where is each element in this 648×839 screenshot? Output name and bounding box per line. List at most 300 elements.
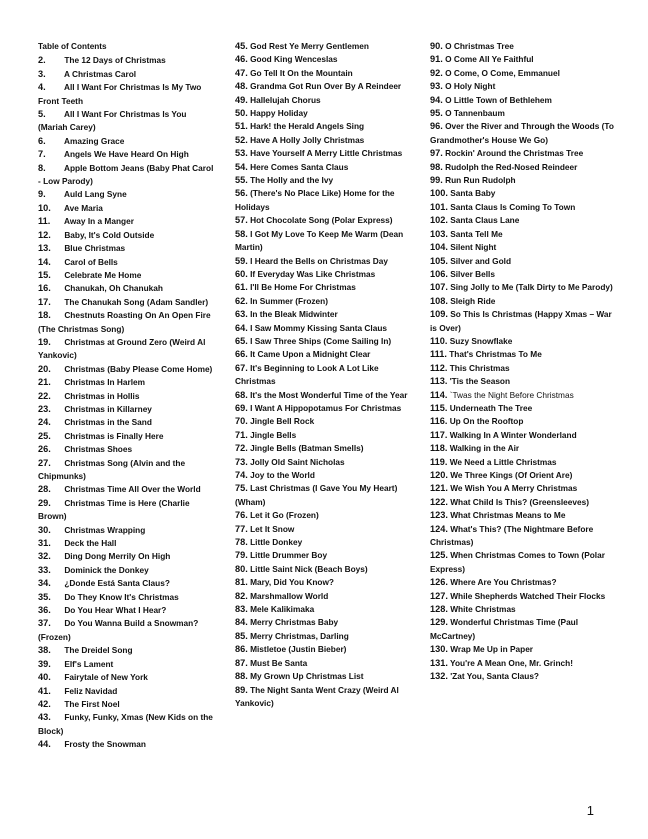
toc-entry-number: 119. <box>430 456 448 467</box>
toc-entry-number: 15. <box>38 269 51 280</box>
toc-entry-title: Where Are You Christmas? <box>450 577 557 588</box>
toc-entry <box>235 67 415 80</box>
toc-entry-title: Funky, Funky, Xmas (New Kids on the Block) <box>38 712 213 736</box>
toc-entry-title: O Tannenbaum <box>445 108 505 119</box>
toc-entry <box>235 670 415 683</box>
toc-entry <box>430 389 615 402</box>
toc-entry-number: 105. <box>430 255 448 266</box>
toc-entry-title: Mele Kalikimaka <box>250 604 315 615</box>
toc-entry-number: 103. <box>430 228 448 239</box>
toc-entry-number: 5. <box>38 109 46 120</box>
toc-entry-title: Jingle Bells (Batman Smells) <box>250 443 364 454</box>
toc-entry <box>38 202 218 215</box>
toc-entry-title: Christmas is Finally Here <box>64 430 164 441</box>
toc-entry-title: We Three Kings (Of Orient Are) <box>450 470 573 480</box>
toc-entry-title: Chestnuts Roasting On An Open Fire (The Christmas Song) <box>38 310 211 334</box>
toc-entry-number: 130. <box>430 644 448 655</box>
toc-entry-number: 40. <box>38 672 51 683</box>
toc-entry <box>235 509 415 522</box>
toc-entry-title: We Wish You A Merry Christmas <box>450 483 578 494</box>
toc-entry <box>430 228 615 241</box>
toc-entry-title: A Christmas Carol <box>64 68 137 79</box>
toc-entry <box>235 348 415 361</box>
toc-entry <box>235 120 415 133</box>
toc-entry-title: Let It Snow <box>250 523 295 534</box>
toc-entry-number: 34. <box>38 578 51 589</box>
toc-entry-title: While Shepherds Watched Their Flocks <box>450 590 606 601</box>
toc-entry <box>235 362 415 389</box>
toc-entry-title: Christmas in the Sand <box>64 417 152 428</box>
toc-entry-number: 64. <box>235 322 248 333</box>
toc-entry-title: Over the River and Through the Woods (To Grandmother's House We Go) <box>430 121 614 145</box>
toc-entry <box>235 456 415 469</box>
toc-entry-number: 95. <box>430 108 443 119</box>
toc-entry <box>430 415 615 428</box>
toc-entry-title: You're A Mean One, Mr. Grinch! <box>450 657 573 668</box>
toc-entry <box>235 308 415 321</box>
toc-entry-title: Santa Claus Is Coming To Town <box>450 201 576 212</box>
toc-entry <box>38 550 218 563</box>
toc-entry-number: 14. <box>38 256 51 267</box>
toc-entry <box>430 174 615 187</box>
toc-entry-number: 8. <box>38 162 46 173</box>
toc-entry-number: 31. <box>38 538 51 549</box>
toc-entry-title: In the Bleak Midwinter <box>250 309 338 320</box>
toc-entry <box>430 482 615 495</box>
toc-entry-title: This Christmas <box>449 362 510 373</box>
toc-entry-number: 112. <box>430 362 448 373</box>
toc-entry-title: Blue Christmas <box>64 243 126 254</box>
toc-entry-number: 99. <box>430 175 443 186</box>
toc-entry <box>430 187 615 200</box>
toc-entry <box>38 296 218 309</box>
toc-entry-title: When Christmas Comes to Town (Polar Express) <box>430 550 605 574</box>
toc-entry-title: Dominick the Donkey <box>64 564 149 575</box>
toc-entry-number: 129. <box>430 617 448 628</box>
toc-entry-number: 61. <box>235 282 248 293</box>
toc-entry-title: O Holy Night <box>445 81 496 92</box>
toc-entry-number: 73. <box>235 456 248 467</box>
toc-entry <box>38 269 218 282</box>
toc-column-3 <box>430 40 615 684</box>
toc-entry <box>38 215 218 228</box>
toc-entry <box>430 362 615 375</box>
toc-entry <box>38 524 218 537</box>
toc-entry <box>430 107 615 120</box>
toc-entry-number: 44. <box>38 739 51 750</box>
toc-entry-number: 108. <box>430 295 448 306</box>
toc-entry-title: If Everyday Was Like Christmas <box>250 268 376 279</box>
toc-entry <box>430 348 615 361</box>
toc-entry-title: The First Noel <box>64 698 120 709</box>
toc-entry <box>38 108 218 135</box>
toc-entry <box>235 616 415 629</box>
toc-entry-title: Frosty the Snowman <box>64 739 146 750</box>
toc-entry-number: 82. <box>235 590 248 601</box>
toc-entry-title: Rudolph the Red-Nosed Reindeer <box>445 161 578 172</box>
toc-entry <box>235 643 415 656</box>
toc-entry <box>430 94 615 107</box>
toc-entry <box>235 268 415 281</box>
toc-list <box>235 40 415 710</box>
toc-entry-title: Go Tell It On the Mountain <box>250 67 353 78</box>
toc-entry <box>235 147 415 160</box>
toc-title: Table of Contents <box>38 42 107 51</box>
toc-entry-number: 45. <box>235 41 248 51</box>
toc-entry-title: That's Christmas To Me <box>449 349 542 360</box>
toc-entry-title: I Saw Mommy Kissing Santa Claus <box>250 322 388 333</box>
toc-entry <box>235 469 415 482</box>
toc-entry <box>430 523 615 550</box>
toc-entry-number: 84. <box>235 617 248 628</box>
toc-entry-number: 118. <box>430 443 448 454</box>
toc-entry-title: All I Want For Christmas Is My Two Front Teeth <box>38 82 202 106</box>
toc-entry-number: 68. <box>235 389 248 400</box>
toc-entry-number: 69. <box>235 402 248 413</box>
toc-column-2 <box>235 40 415 710</box>
toc-entry <box>38 591 218 604</box>
toc-entry-title: Joy to the World <box>250 470 315 480</box>
toc-entry-number: 132. <box>430 671 448 682</box>
toc-entry-number: 59. <box>235 255 248 266</box>
toc-entry <box>235 684 415 711</box>
toc-entry-title: It's the Most Wonderful Time of the Year <box>250 389 408 400</box>
toc-entry-title: Sleigh Ride <box>450 295 496 306</box>
toc-entry-number: 98. <box>430 161 443 172</box>
toc-entry-number: 102. <box>430 215 448 226</box>
toc-entry-number: 24. <box>38 417 51 428</box>
toc-entry-title: Up On the Rooftop <box>449 416 524 427</box>
toc-entry-title: Let it Go (Frozen) <box>250 510 319 521</box>
toc-entry <box>235 576 415 589</box>
toc-entry-title: I Got My Love To Keep Me Warm (Dean Martin) <box>235 228 404 253</box>
toc-entry <box>38 148 218 161</box>
toc-entry <box>235 630 415 643</box>
toc-entry-number: 115. <box>430 402 448 413</box>
toc-entry-number: 70. <box>235 416 248 427</box>
toc-entry-title: Hot Chocolate Song (Polar Express) <box>250 215 393 226</box>
toc-entry-title: Jolly Old Saint Nicholas <box>250 456 345 467</box>
toc-entry-number: 86. <box>235 644 248 655</box>
toc-entry-number: 131. <box>430 657 448 668</box>
toc-entry <box>430 308 615 335</box>
toc-entry-number: 72. <box>235 443 248 454</box>
toc-entry <box>235 281 415 294</box>
toc-entry <box>38 483 218 496</box>
toc-entry-number: 57. <box>235 215 248 226</box>
toc-entry-title: Do You Wanna Build a Snowman? (Frozen) <box>38 618 199 642</box>
toc-entry-title: Christmas Time is Here (Charlie Brown) <box>38 497 190 522</box>
toc-entry-number: 2. <box>38 55 46 66</box>
toc-entry-number: 116. <box>430 416 448 427</box>
toc-entry-title: Good King Wenceslas <box>250 54 338 65</box>
toc-entry <box>430 147 615 160</box>
toc-entry <box>38 282 218 295</box>
toc-entry-title: Have Yourself A Merry Little Christmas <box>250 148 403 159</box>
toc-entry <box>235 415 415 428</box>
toc-entry-title: Rockin' Around the Christmas Tree <box>445 148 584 159</box>
toc-entry-title: Little Drummer Boy <box>250 550 328 561</box>
toc-entry-number: 83. <box>235 604 248 615</box>
toc-entry-number: 90. <box>430 41 443 51</box>
toc-entry <box>38 336 218 363</box>
toc-entry-number: 122. <box>430 496 448 507</box>
toc-entry-title: Sing Jolly to Me (Talk Dirty to Me Parody) <box>450 282 613 293</box>
toc-entry <box>38 658 218 671</box>
toc-entry-title: (There's No Place Like) Home for the Holidays <box>235 188 395 212</box>
toc-entry-number: 66. <box>235 349 248 360</box>
toc-entry <box>38 738 218 751</box>
toc-entry <box>235 482 415 509</box>
toc-entry <box>430 67 615 80</box>
toc-entry <box>235 255 415 268</box>
toc-entry-number: 78. <box>235 537 248 548</box>
toc-entry-number: 58. <box>235 228 248 239</box>
toc-entry-title: What Child Is This? (Greensleeves) <box>450 496 589 507</box>
toc-entry <box>235 94 415 107</box>
toc-entry-number: 42. <box>38 698 51 709</box>
toc-entry-title: The Chanukah Song (Adam Sandler) <box>64 296 209 307</box>
toc-entry <box>38 698 218 711</box>
toc-entry-number: 87. <box>235 657 248 668</box>
toc-entry-title: Apple Bottom Jeans (Baby Phat Carol - Low Parody) <box>38 162 214 187</box>
toc-entry-title: Silver Bells <box>450 268 495 279</box>
toc-entry <box>430 161 615 174</box>
toc-entry-number: 41. <box>38 685 51 696</box>
toc-entry <box>430 120 615 147</box>
toc-entry-number: 96. <box>430 121 443 132</box>
toc-entry <box>430 53 615 66</box>
toc-entry-title: Grandma Got Run Over By A Reindeer <box>250 81 402 92</box>
toc-entry-title: Santa Claus Lane <box>450 215 520 226</box>
toc-entry <box>235 402 415 415</box>
toc-entry-number: 29. <box>38 497 51 508</box>
toc-entry-number: 123. <box>430 510 448 521</box>
toc-entry-title: Run Run Rudolph <box>445 175 516 186</box>
toc-entry-title: Walking in the Air <box>449 443 520 454</box>
toc-entry-number: 76. <box>235 510 248 521</box>
toc-list <box>38 54 218 751</box>
toc-entry-title: White Christmas <box>450 604 516 615</box>
toc-entry-title: The Night Santa Went Crazy (Weird Al Yankovic) <box>235 684 399 708</box>
toc-entry <box>430 241 615 254</box>
toc-entry <box>430 402 615 415</box>
toc-entry <box>235 322 415 335</box>
toc-entry-number: 48. <box>235 81 248 92</box>
toc-entry-title: Merry Christmas Baby <box>250 617 339 628</box>
toc-entry-title: Happy Holiday <box>250 108 308 119</box>
toc-entry <box>430 509 615 522</box>
toc-entry <box>38 188 218 201</box>
toc-entry-number: 91. <box>430 54 443 65</box>
toc-entry <box>38 309 218 336</box>
toc-entry <box>430 576 615 589</box>
toc-entry-number: 4. <box>38 82 46 93</box>
toc-entry-title: God Rest Ye Merry Gentlemen <box>250 41 369 51</box>
toc-entry-title: Ding Dong Merrily On High <box>64 551 171 562</box>
toc-entry-title: Marshmallow World <box>250 590 329 601</box>
toc-entry-number: 106. <box>430 268 448 279</box>
toc-entry <box>235 590 415 603</box>
toc-entry-number: 126. <box>430 577 448 588</box>
toc-entry <box>38 564 218 577</box>
toc-entry-number: 127. <box>430 590 448 601</box>
toc-entry-title: Christmas Wrapping <box>64 524 146 535</box>
toc-entry-title: `Twas the Night Before Christmas <box>449 389 574 400</box>
toc-column-1 <box>38 40 218 752</box>
toc-entry <box>430 214 615 227</box>
page-number: 1 <box>586 803 594 818</box>
toc-entry-title: In Summer (Frozen) <box>250 295 328 306</box>
toc-entry <box>38 457 218 484</box>
toc-entry-title: Christmas Time All Over the World <box>64 484 201 495</box>
toc-entry-number: 39. <box>38 658 51 669</box>
toc-entry-number: 47. <box>235 67 248 78</box>
toc-entry <box>38 162 218 189</box>
toc-entry-title: I'll Be Home For Christmas <box>250 282 356 293</box>
toc-entry-title: Wonderful Christmas Time (Paul McCartney) <box>430 617 579 641</box>
toc-entry-number: 120. <box>430 470 448 480</box>
toc-entry <box>430 335 615 348</box>
toc-entry-number: 94. <box>430 94 443 105</box>
toc-entry-title: Last Christmas (I Gave You My Heart) (Wham) <box>235 483 398 507</box>
toc-entry-number: 117. <box>430 429 448 440</box>
toc-entry <box>235 549 415 562</box>
toc-entry-number: 67. <box>235 362 248 373</box>
toc-entry-number: 28. <box>38 484 51 495</box>
toc-entry-number: 43. <box>38 712 51 723</box>
toc-entry-title: Do You Hear What I Hear? <box>64 605 167 616</box>
toc-entry-number: 13. <box>38 243 51 254</box>
toc-entry <box>235 187 415 214</box>
toc-entry <box>38 604 218 617</box>
toc-entry <box>235 603 415 616</box>
toc-entry-title: Santa Tell Me <box>450 228 503 239</box>
toc-entry-number: 53. <box>235 148 248 159</box>
toc-entry <box>430 442 615 455</box>
toc-entry-title: Mistletoe (Justin Bieber) <box>250 644 347 655</box>
toc-entry <box>38 671 218 684</box>
toc-entry-number: 111. <box>430 349 447 360</box>
toc-entry-title: Celebrate Me Home <box>64 269 142 280</box>
toc-entry <box>235 174 415 187</box>
toc-entry-title: All I Want For Christmas Is You (Mariah Carey) <box>38 109 187 133</box>
toc-entry-title: Baby, It's Cold Outside <box>64 229 155 240</box>
toc-entry-title: Must Be Santa <box>250 657 308 668</box>
toc-entry-number: 21. <box>38 377 51 388</box>
toc-entry-title: O Little Town of Bethlehem <box>445 94 552 105</box>
toc-entry <box>430 80 615 93</box>
toc-entry <box>430 295 615 308</box>
toc-entry-title: I Want A Hippopotamus For Christmas <box>250 402 402 413</box>
toc-entry-title: The Dreidel Song <box>64 645 133 656</box>
toc-entry <box>430 496 615 509</box>
toc-entry-title: It Came Upon a Midnight Clear <box>250 349 371 360</box>
toc-entry-title: Jingle Bells <box>250 429 297 440</box>
toc-entry-title: Feliz Navidad <box>64 685 118 696</box>
toc-entry-title: Carol of Bells <box>64 256 118 267</box>
toc-entry-number: 113. <box>430 376 448 387</box>
toc-entry-number: 55. <box>235 175 248 186</box>
toc-entry-number: 125. <box>430 550 448 561</box>
toc-entry <box>235 523 415 536</box>
toc-entry-title: Mary, Did You Know? <box>250 577 334 588</box>
toc-entry <box>430 255 615 268</box>
toc-entry-number: 38. <box>38 645 51 656</box>
toc-entry-number: 17. <box>38 296 51 307</box>
toc-entry-number: 74. <box>235 470 248 480</box>
toc-list <box>430 40 615 684</box>
toc-entry-number: 32. <box>38 551 51 562</box>
toc-entry-title: Christmas Song (Alvin and the Chipmunks) <box>38 457 186 481</box>
toc-entry <box>430 375 615 388</box>
toc-entry-number: 60. <box>235 268 248 279</box>
toc-entry-title: Silent Night <box>450 242 497 253</box>
toc-entry-title: Christmas in Killarney <box>64 403 152 414</box>
toc-entry <box>235 442 415 455</box>
toc-entry-title: I Saw Three Ships (Come Sailing In) <box>250 335 392 346</box>
toc-entry <box>38 242 218 255</box>
toc-entry-title: Christmas in Hollis <box>64 390 140 401</box>
toc-entry-number: 104. <box>430 242 448 253</box>
toc-entry-title: Auld Lang Syne <box>64 189 127 200</box>
toc-entry <box>38 416 218 429</box>
toc-entry-title: Christmas at Ground Zero (Weird Al Yankovic) <box>38 336 206 361</box>
toc-entry-number: 27. <box>38 457 51 468</box>
toc-entry <box>430 643 615 656</box>
toc-entry-number: 3. <box>38 68 46 79</box>
toc-entry-title: O Come, O Come, Emmanuel <box>445 67 560 78</box>
toc-entry-title: The Holly and the Ivy <box>250 175 334 186</box>
toc-entry-title: Hallelujah Chorus <box>250 94 321 105</box>
toc-entry-title: ¿Donde Está Santa Claus? <box>64 578 170 589</box>
toc-entry-number: 89. <box>235 684 248 695</box>
toc-entry-number: 11. <box>38 216 51 227</box>
toc-entry <box>235 40 415 53</box>
toc-entry-title: Amazing Grace <box>64 135 125 146</box>
toc-entry-title: Ave Maria <box>64 202 103 213</box>
toc-entry <box>38 617 218 644</box>
toc-entry <box>235 657 415 670</box>
toc-entry-number: 54. <box>235 161 248 172</box>
toc-entry-title: Christmas (Baby Please Come Home) <box>64 363 213 374</box>
toc-entry <box>235 214 415 227</box>
toc-entry-number: 65. <box>235 335 248 346</box>
toc-entry-title: Silver and Gold <box>450 255 512 266</box>
toc-entry-title: Angels We Have Heard On High <box>64 149 189 160</box>
toc-entry-title: O Come All Ye Faithful <box>445 54 534 65</box>
toc-entry <box>430 268 615 281</box>
toc-entry-number: 46. <box>235 54 248 65</box>
toc-entry-number: 110. <box>430 335 448 346</box>
toc-entry-title: Here Comes Santa Claus <box>250 161 349 172</box>
toc-entry-title: Little Donkey <box>250 537 303 548</box>
toc-entry-number: 49. <box>235 94 248 105</box>
toc-entry <box>235 53 415 66</box>
toc-entry-title: Have A Holly Jolly Christmas <box>250 134 365 145</box>
toc-entry <box>430 469 615 482</box>
toc-entry <box>38 81 218 108</box>
toc-entry <box>38 390 218 403</box>
toc-entry <box>38 376 218 389</box>
toc-entry <box>430 429 615 442</box>
toc-entry-title: Christmas Shoes <box>64 444 133 455</box>
toc-entry <box>430 40 615 53</box>
toc-entry-number: 16. <box>38 283 51 294</box>
toc-entry-title: Christmas In Harlem <box>64 377 146 388</box>
toc-entry-title: 'Tis the Season <box>449 376 511 387</box>
toc-entry-title: Walking In A Winter Wonderland <box>449 429 577 440</box>
